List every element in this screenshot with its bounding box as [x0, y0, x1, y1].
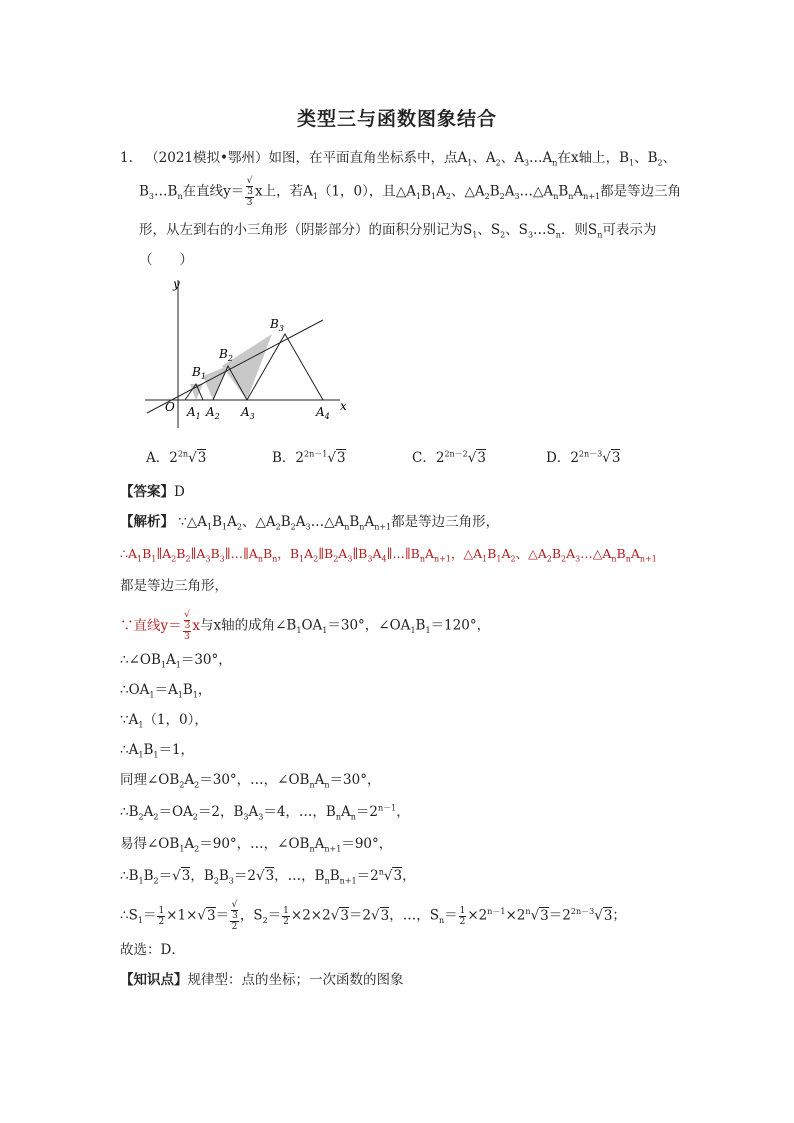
knowledge-line [120, 968, 404, 988]
knowledge-label: 【知识点】 [120, 972, 188, 988]
point-label-a3: $A_3$ [241, 405, 255, 421]
choice-c[interactable]: C．$2^{2n-2}√3$ [412, 449, 486, 466]
choice-b[interactable]: B．$2^{2n-1}√3$ [272, 449, 346, 466]
analysis-line-1: 【解析】 $\because\triangle A_1B_1A_2$、$\triangle A_2B_2A_3\dots\triangle A_nB_nA_{n+1}$都是等边三角形， [120, 514, 500, 532]
coordinate-figure [135, 276, 360, 436]
x-axis-label: x [340, 399, 347, 413]
choice-letter: A． [146, 450, 170, 466]
question-text: 都是等边三角 [600, 183, 682, 200]
analysis-line-8: $\therefore A_1B_1=1$， [120, 742, 195, 760]
choice-letter: D． [546, 450, 571, 466]
analysis-line-6: $\therefore OA_1=A_1B_1$， [120, 682, 212, 700]
analysis-line-10: $\therefore B_2A_2=OA_2=2$，$B_3A_3=4$，…，$B_nA_n=2^{n-1}$， [120, 803, 410, 822]
answer-label: 【答案】 [120, 484, 174, 500]
point-label-a2: $A_2$ [206, 405, 220, 421]
question-text: x上，若A [254, 183, 313, 200]
analysis-line-13: $\therefore S_1=$ $\frac{1}{2}$ ×1×√3＝ √ 3 2 ，$S_2=$ $\frac{1}{2}$ ×2×2√3＝2√3，…，$S_n=$ $\frac{1}{2}$ $\times 2^{n-1}\times 2^n√3=2^{2n-3}√3$； [120, 900, 626, 932]
analysis-line-4: ∵直线y＝ √ 3 3 x与x轴的成角$\angle B_1OA_1=30^\circ$，$\angle OA_1B_1=120^\circ$， [120, 610, 491, 642]
choice-letter: C． [412, 450, 436, 466]
question-line-2: $B_3\dots B_n$在直线y＝ √ 3 3 x上，若$A_1(1$，0），且$\triangle A_1B_1A_2$、$\triangle A_2B_2A_3\dots\triangle A_nB_nA_{n+1}$都是等边三角 [139, 176, 682, 208]
analysis-conclusion: 故选：D． [120, 942, 185, 958]
question-text: 如图，在平面直角坐标系中，点A [268, 150, 468, 166]
point-label-b2: $B_2$ [219, 347, 233, 363]
analysis-line-2: $\therefore A_1B_1\parallel A_2B_2\parallel A_3B_3\parallel\dots\parallel A_nB_n$，$B_1A_2\parallel B_2A_3\parallel B_3A_4\parallel\dots\parallel B_nA_{n+1}$，$\triangle A_1B_1A_2$、$\triangle A_2B_2A_3\dots\triangle A_nB_nA_{n+1}$ [120, 546, 657, 564]
point-label-b1: $B_1$ [192, 365, 206, 381]
question-text: 形，从左到右的小三角形（阴影部分）的面积分别记为S [139, 222, 473, 238]
analysis-line-5: $\therefore\angle OB_1A_1=30^\circ$， [120, 652, 232, 670]
choice-exponent: 2n－1 [304, 449, 328, 459]
question-line-3: 形，从左到右的小三角形（阴影部分）的面积分别记为$S_1$、$S_2$、$S_3\dots S_n$．则$S_n$可表示为 [139, 222, 657, 240]
shaded-triangle-3 [222, 334, 272, 400]
analysis-label: 【解析】 [120, 514, 174, 530]
analysis-line-7: $\because A_1(1$，0）， [120, 712, 208, 730]
question-text: ．则S [560, 222, 598, 238]
choice-exponent: 2n－3 [578, 449, 603, 459]
choice-exponent: 2n [177, 449, 189, 459]
question-number: 1. [120, 150, 133, 166]
origin-label: O [165, 400, 175, 414]
point-label-b3: $B_3$ [270, 317, 284, 333]
y-axis-label: y [173, 277, 180, 291]
choice-a[interactable]: A．$2^{2n}√3$ [146, 449, 207, 466]
choice-d[interactable]: D．$2^{2n-3}√3$ [546, 449, 621, 466]
question-text: （1，0），且△A [317, 183, 416, 200]
choice-letter: B． [272, 450, 296, 466]
question-line-1: 1. （2021模拟•鄂州）如图，在平面直角坐标系中，点$A_1$、$A_2$、$A_3\dots A_n$在x轴上，$B_1$、$B_2$、 [120, 150, 677, 168]
analysis-line-11: 易得$\angle OB_1A_2=90^\circ$，…，$\angle OB_nA_{n+1}=90^\circ$， [120, 836, 393, 854]
point-label-a4: $A_4$ [316, 405, 330, 421]
question-text: 在直线y＝ [182, 183, 245, 200]
answer-line [120, 480, 185, 500]
analysis-line-3: 都是等边三角形， [120, 578, 228, 594]
knowledge-text: 规律型：点的坐标；一次函数的图象 [187, 972, 404, 988]
question-text: 在x轴上，B [557, 150, 629, 166]
answer-value: D [174, 484, 185, 500]
answer-blank: （ ） [139, 252, 193, 268]
question-source: （2021模拟•鄂州） [145, 150, 269, 166]
question-text: 可表示为 [602, 222, 657, 238]
choice-exponent: 2n－2 [444, 449, 468, 459]
point-label-a1: $A_1$ [187, 405, 201, 421]
page-title: 类型三与函数图象结合 [296, 108, 497, 130]
analysis-line-9: 同理$\angle OB_2A_2=30^\circ$，…，$\angle OB_nA_n=30^\circ$， [120, 772, 381, 790]
analysis-line-12: $\therefore B_1B_2=√3$，$B_2B_3=2√3$，…，$B_nB_{n+1}=2^n√3$， [120, 867, 416, 886]
